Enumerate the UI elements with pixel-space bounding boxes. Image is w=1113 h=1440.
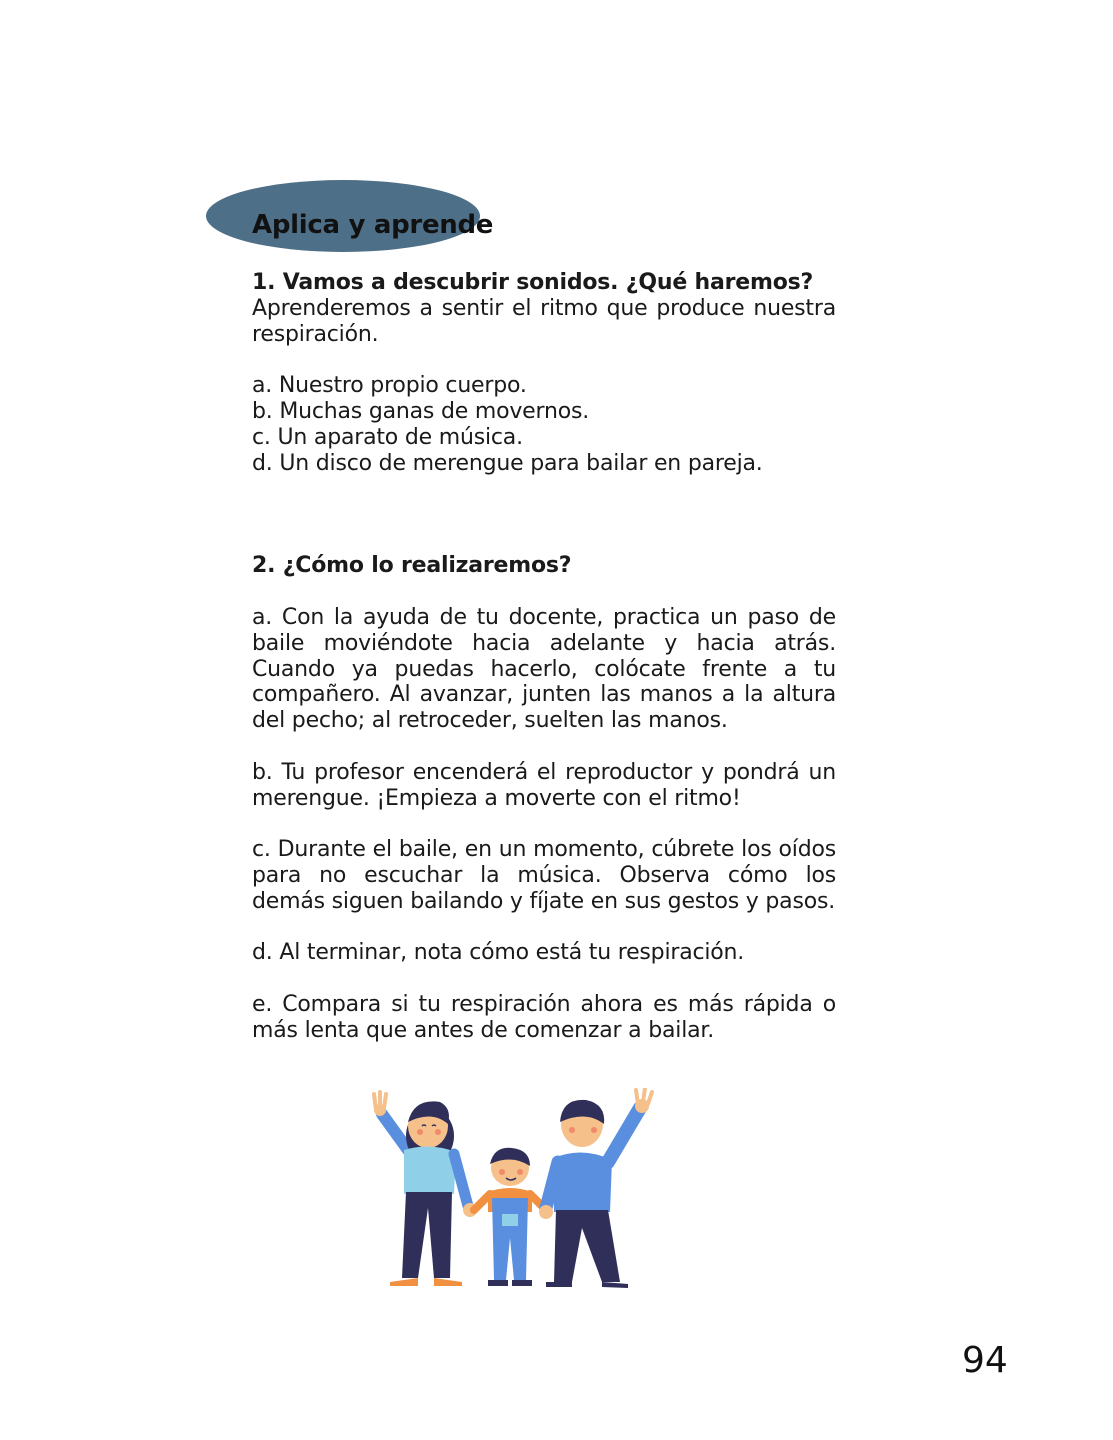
page-number: 94 bbox=[962, 1340, 1008, 1381]
part2-heading: 2. ¿Cómo lo realizaremos? bbox=[252, 553, 572, 579]
woman-figure bbox=[374, 1092, 477, 1286]
list-item: b. Muchas ganas de movernos. bbox=[252, 398, 590, 424]
step-item: b. Tu profesor encenderá el reproductor y pondrá un merengue. ¡Empieza a moverte con el ritmo! bbox=[252, 759, 836, 811]
list-item: d. Un disco de merengue para bailar en pareja. bbox=[252, 450, 763, 476]
family-dancing-illustration bbox=[360, 1088, 660, 1293]
list-item: a. Nuestro propio cuerpo. bbox=[252, 373, 527, 399]
list-item: c. Un aparato de música. bbox=[252, 424, 523, 450]
step-item: a. Con la ayuda de tu docente, practica un paso de baile moviéndote hacia adelante y hacia atrás. Cuando ya puedas hacerlo, colócate frente a tu compañero. Al avanzar, junten las manos a la altura del pecho; al retroceder, suelten las manos. bbox=[252, 604, 836, 734]
step-item: d. Al terminar, nota cómo está tu respiración. bbox=[252, 940, 745, 966]
activity-content bbox=[252, 270, 836, 1044]
child-figure bbox=[474, 1148, 546, 1286]
section-title: Aplica y aprende bbox=[252, 210, 494, 240]
man-figure bbox=[539, 1088, 652, 1288]
part1-heading: 1. Vamos a descubrir sonidos. ¿Qué haremos? bbox=[252, 270, 814, 295]
step-item: e. Compara si tu respiración ahora es más rápida o más lenta que antes de comenzar a bailar. bbox=[252, 991, 836, 1043]
part1-intro: Aprenderemos a sentir el ritmo que produce nuestra respiración. bbox=[252, 295, 836, 347]
step-item: c. Durante el baile, en un momento, cúbrete los oídos para no escuchar la música. Observa cómo los demás siguen bailando y fíjate en sus gestos y pasos. bbox=[252, 837, 836, 914]
